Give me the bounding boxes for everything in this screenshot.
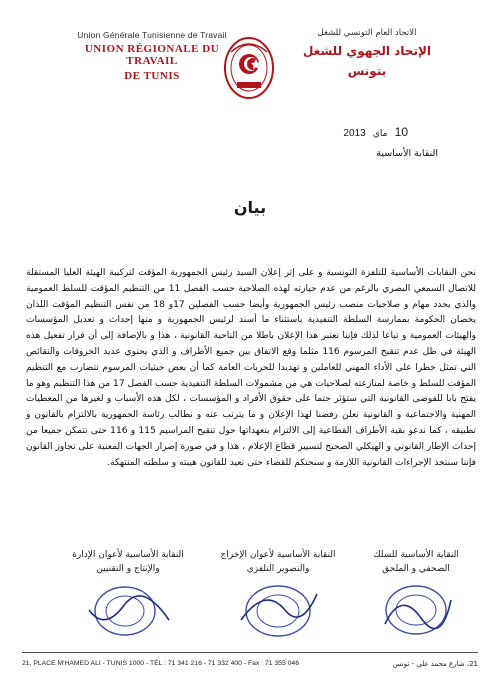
signature-block-directing bbox=[208, 548, 348, 642]
regional-union-fr: UNION RÉGIONALE DU TRAVAIL bbox=[84, 43, 220, 67]
letterhead-arabic bbox=[292, 28, 442, 78]
document-date bbox=[343, 125, 408, 139]
signature-line: والإنتاج و التقنيين bbox=[96, 564, 160, 574]
signature-block-journalists bbox=[346, 548, 486, 640]
statement-body bbox=[26, 266, 476, 471]
city-ar: بتونس bbox=[347, 64, 387, 78]
footer bbox=[22, 660, 478, 668]
signature-line: والتصوير التلفزي bbox=[246, 564, 310, 574]
signature-line: النقابة الأساسية لأعوان الإخراج bbox=[220, 550, 336, 560]
signature-line: النقابة الأساسية لأعوان الإدارة bbox=[72, 550, 184, 560]
document-title: بيان bbox=[233, 198, 267, 217]
date-month: ماي bbox=[372, 129, 388, 139]
date-year: 2013 bbox=[343, 128, 366, 139]
org-name-fr: Union Générale Tunisienne de Travail bbox=[77, 30, 227, 40]
letterhead-french bbox=[62, 30, 242, 82]
org-name-ar: الاتحاد العام التونسي للشغل bbox=[317, 28, 417, 38]
footer-address-fr: 21, PLACE M'HAMED ALI - TUNIS 1000 - TÉL : 71 341 216 - 71 332 400 - Fax : 71 355 046 bbox=[22, 660, 299, 667]
city-fr: DE TUNIS bbox=[124, 70, 180, 82]
date-day: 10 bbox=[394, 125, 408, 139]
signature-block-administration bbox=[58, 548, 198, 642]
regional-union-ar: الإتحاد الجهوي للشغل bbox=[302, 44, 432, 58]
signature-line: النقابة الأساسية للسلك bbox=[373, 550, 459, 560]
stamp-signature-icon bbox=[377, 580, 455, 640]
stamp-signature-icon bbox=[235, 580, 321, 642]
ugtt-emblem-icon bbox=[220, 30, 278, 102]
footer-address-ar: 21، شارع محمد علي - تونس bbox=[392, 660, 478, 668]
body-paragraph: نحن النقابات الأساسية للتلفزة التونسية و على إثر إعلان السيد رئيس الجمهورية المؤقت لتركيبة الهيئة العليا المستقلة للاتصال السمعي البصري بالرغم من عدم حيازته لهذه الصلاحية حسب الفصل 11 من التنظيم المؤقت للسلط العمومية والذي يحدد مهام و صلاحيات منصب رئيس الجمهورية وأيضا حسب الفصلين 17و 18 من نفس التنظيم المؤقت اللذان يخصان الحكومة بممارسة السلطة التنفيذية باستثناء ما أسند لرئيس الجمهورية و منها إحداث و تعديل المؤسسات والهيئات العمومية و تباعا لذلك فإننا نعتبر هذا الإعلان باطلا من الناحية القانونية ، هذا و بالإضافة إلى أن قرار تفعيل هذه الهيئة في ظل عدم تنقيح المرسوم 116 مثلما وقع الاتفاق بين جميع الأطراف و الذي يحتوي عديد الخروقات والنقائص التي تمثل خطرا على الأداء المهني للعاملين و تهديدا للحريات العامة كما أن بعض حيثيات المرسوم تتضارب مع التنظيم المؤقت للسلط و خاصة لمنازعته لصلاحيات هي من مشمولات السلطة التنفيذية حسب الفصل 17 من هذا التنظيم وهو ما يفتح بابا للفوضى القانونية التي ستؤثر حتما على حقوق الأفراد و المؤسسات ، لكل هذه الأسباب و لغيرها من المعطيات المهنية والاجتماعية و القانونية نعلن رفضنا لهذا الإعلان و ما يترتب عنه و نطالب رئاسة الجمهورية بالالتزام بالقانون و تطبيقه ، كما ندعو بقية الأطراف القطاعية إلى الالتزام بتعهداتها حول تنقيح المراسيم 115 و 116 حتى نتمكن جميعا من إحداث الإطار القانوني و الهيكلي الصحيح لتسيير قطاع الإعلام ، هذا و في صورة إصرار الجهات المعنية على تجاوز القانون فإننا سنتخذ الإجراءات القانونية اللازمة و سنحتكم للقضاء حتى نعيد للقانون هيبته و سلطته المنتهكة. bbox=[26, 268, 477, 468]
footer-divider bbox=[22, 652, 478, 653]
signature-line: الصحفي و الملحق bbox=[382, 564, 450, 574]
sender-label: النقابة الأساسية bbox=[376, 148, 438, 159]
stamp-signature-icon bbox=[85, 580, 171, 642]
